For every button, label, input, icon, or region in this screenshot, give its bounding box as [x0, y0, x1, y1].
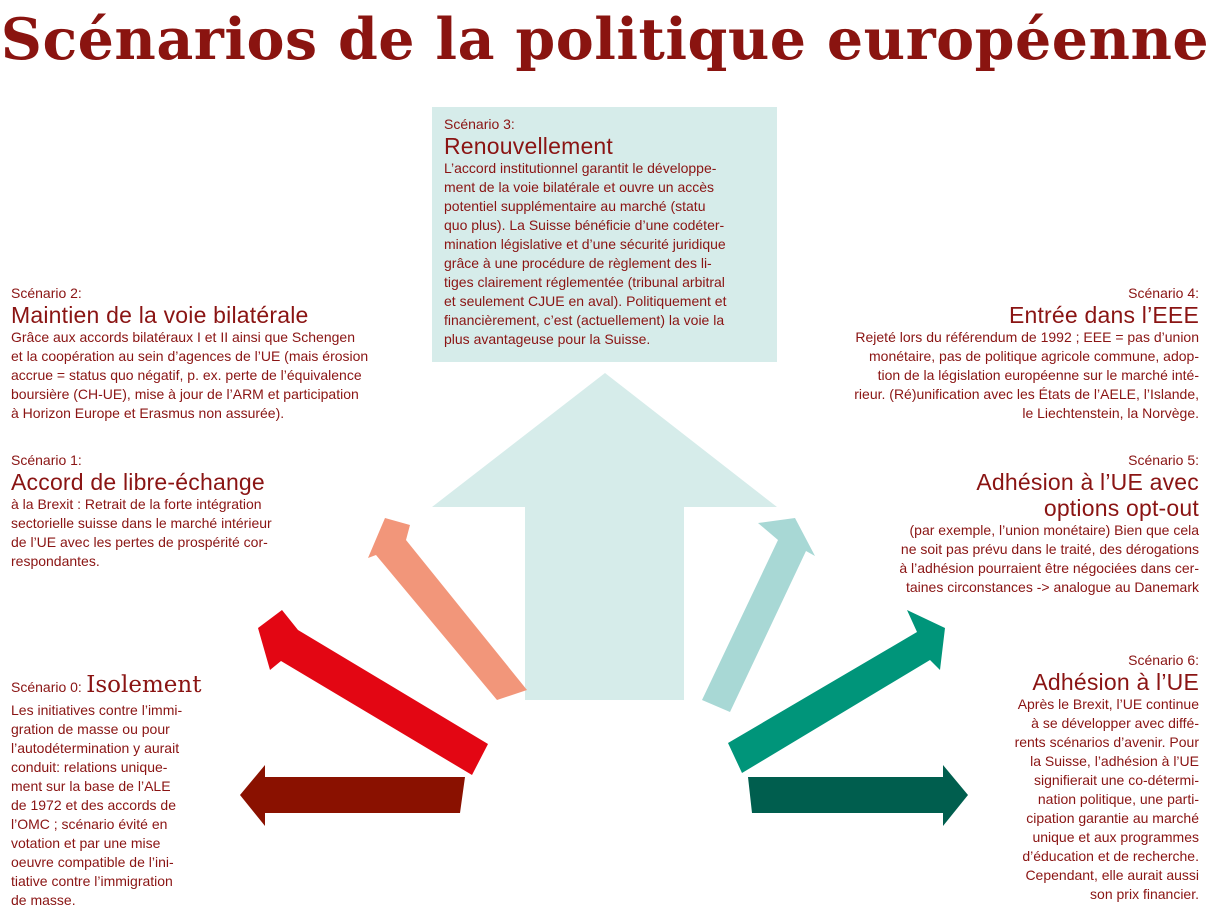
page-title: Scénarios de la politique européenne — [0, 6, 1210, 73]
body-line: et la coopération au sein d’agences de l’UE (mais érosion — [11, 348, 369, 364]
scenario-5-heading — [829, 469, 1199, 521]
body-line: de masse. — [11, 892, 76, 908]
body-line: à la Brexit : Retrait de la forte intégration — [11, 496, 262, 512]
body-line: à se développer avec diffé- — [1031, 715, 1199, 731]
scenario-2-block — [11, 285, 431, 423]
body-line: l’autodétermination y aurait — [11, 740, 180, 756]
arrow-scenario-0-icon — [240, 765, 465, 826]
body-line: (par exemple, l’union monétaire) Bien que cela — [909, 522, 1199, 538]
arrow-scenario-4-icon — [702, 518, 815, 712]
body-line: signifierait une co-détermi- — [1034, 772, 1199, 788]
body-line: cipation garantie au marché — [1026, 810, 1199, 826]
scenario-4-heading: Entrée dans l’EEE — [1008, 302, 1199, 328]
body-line: la Suisse, l’adhésion à l’UE — [1030, 753, 1199, 769]
scenario-1-label: Scénario 1: — [11, 452, 82, 468]
body-line: tiges clairement réglementée (tribunal arbitral — [444, 274, 725, 290]
body-line: mination législative et d’une sécurité juridique — [444, 236, 726, 252]
body-line: Les initiatives contre l’immi- — [11, 702, 183, 718]
scenario-1-heading: Accord de libre-échange — [11, 469, 265, 495]
body-line: quo plus). La Suisse bénéficie d’une codéter- — [444, 217, 725, 233]
body-line: taines circonstances -> analogue au Danemark — [905, 579, 1199, 595]
scenario-0-heading: Isolement — [86, 672, 202, 698]
scenario-1-block — [11, 452, 331, 571]
body-line: l’OMC ; scénario évité en — [11, 816, 168, 832]
scenario-0-block — [11, 672, 251, 910]
body-line: oeuvre compatible de l’ini- — [11, 854, 174, 870]
scenario-6-label: Scénario 6: — [1128, 652, 1199, 668]
scenario-4-label: Scénario 4: — [1128, 285, 1199, 301]
body-line: monétaire, pas de politique agricole commune, adop- — [869, 348, 1199, 364]
scenario-6-block — [959, 652, 1199, 904]
scenario-1-body — [11, 495, 331, 571]
body-line: plus avantageuse pour la Suisse. — [444, 331, 651, 347]
body-line: sectorielle suisse dans le marché intérieur — [11, 515, 272, 531]
body-line: ne soit pas prévu dans le traité, des dérogations — [900, 541, 1199, 557]
heading-line: Adhésion à l’UE avec — [976, 469, 1199, 495]
scenario-3-body — [444, 159, 767, 349]
body-line: Rejeté lors du référendum de 1992 ; EEE = pas d’union — [855, 329, 1199, 345]
body-line: unique et aux programmes — [1032, 829, 1199, 845]
body-line: à l’adhésion pourraient être négociées dans cer- — [899, 560, 1199, 576]
body-line: de l’UE avec les pertes de prospérité cor- — [11, 534, 268, 550]
body-line: boursière (CH-UE), mise à jour de l’ARM et participation — [11, 386, 359, 402]
body-line: grâce à une procédure de règlement des li- — [444, 255, 712, 271]
heading-line: options opt-out — [1043, 495, 1199, 521]
body-line: gration de masse ou pour — [11, 721, 170, 737]
body-line: nation politique, une parti- — [1037, 791, 1199, 807]
body-line: tiative contre l’immigration — [11, 873, 173, 889]
scenario-4-body — [779, 328, 1199, 423]
body-line: Après le Brexit, l’UE continue — [1017, 696, 1199, 712]
body-line: financièrement, c’est (actuellement) la voie la — [444, 312, 725, 328]
body-line: respondantes. — [11, 553, 100, 569]
scenario-3-heading: Renouvellement — [444, 133, 614, 159]
body-line: ment de la voie bilatérale et ouvre un accès — [444, 179, 715, 195]
body-line: Cependant, elle aurait aussi — [1025, 867, 1199, 883]
scenario-4-block — [779, 285, 1199, 423]
arrow-scenario-2-icon — [368, 518, 527, 700]
body-line: ment sur la base de l’ALE — [11, 778, 171, 794]
body-line: potentiel supplémentaire au marché (statu — [444, 198, 706, 214]
scenario-0-label: Scénario 0: — [11, 679, 82, 695]
body-line: rieur. (Ré)unification avec les États de l’AELE, l’Islande, — [854, 386, 1199, 402]
body-line: et seulement CJUE en aval). Politiquement et — [444, 293, 727, 309]
scenario-5-label: Scénario 5: — [1128, 452, 1199, 468]
scenario-6-body — [959, 695, 1199, 904]
scenario-2-heading: Maintien de la voie bilatérale — [11, 302, 309, 328]
body-line: votation et par une mise — [11, 835, 161, 851]
body-line: tion de la législation européenne sur le marché inté- — [877, 367, 1199, 383]
body-line: accrue = status quo négatif, p. ex. perte de l’équivalence — [11, 367, 362, 383]
body-line: le Liechtenstein, la Norvège. — [1022, 405, 1199, 421]
body-line: à Horizon Europe et Erasmus non assurée). — [11, 405, 285, 421]
body-line: conduit: relations unique- — [11, 759, 168, 775]
scenario-3-box — [432, 107, 777, 362]
body-line: de 1972 et des accords de — [11, 797, 177, 813]
body-line: rents scénarios d’avenir. Pour — [1014, 734, 1199, 750]
body-line: son prix financier. — [1090, 886, 1199, 902]
body-line: L’accord institutionnel garantit le développe- — [444, 160, 717, 176]
body-line: Grâce aux accords bilatéraux I et II ainsi que Schengen — [11, 329, 355, 345]
scenario-0-body — [11, 701, 251, 910]
scenario-2-body — [11, 328, 431, 423]
scenario-2-label: Scénario 2: — [11, 285, 82, 301]
scenario-3-label: Scénario 3: — [444, 116, 515, 132]
arrow-scenario-6-icon — [748, 765, 968, 826]
scenario-5-body — [829, 521, 1199, 597]
scenario-6-heading: Adhésion à l’UE — [1032, 669, 1199, 695]
scenario-5-block — [829, 452, 1199, 597]
body-line: d’éducation et de recherche. — [1022, 848, 1199, 864]
